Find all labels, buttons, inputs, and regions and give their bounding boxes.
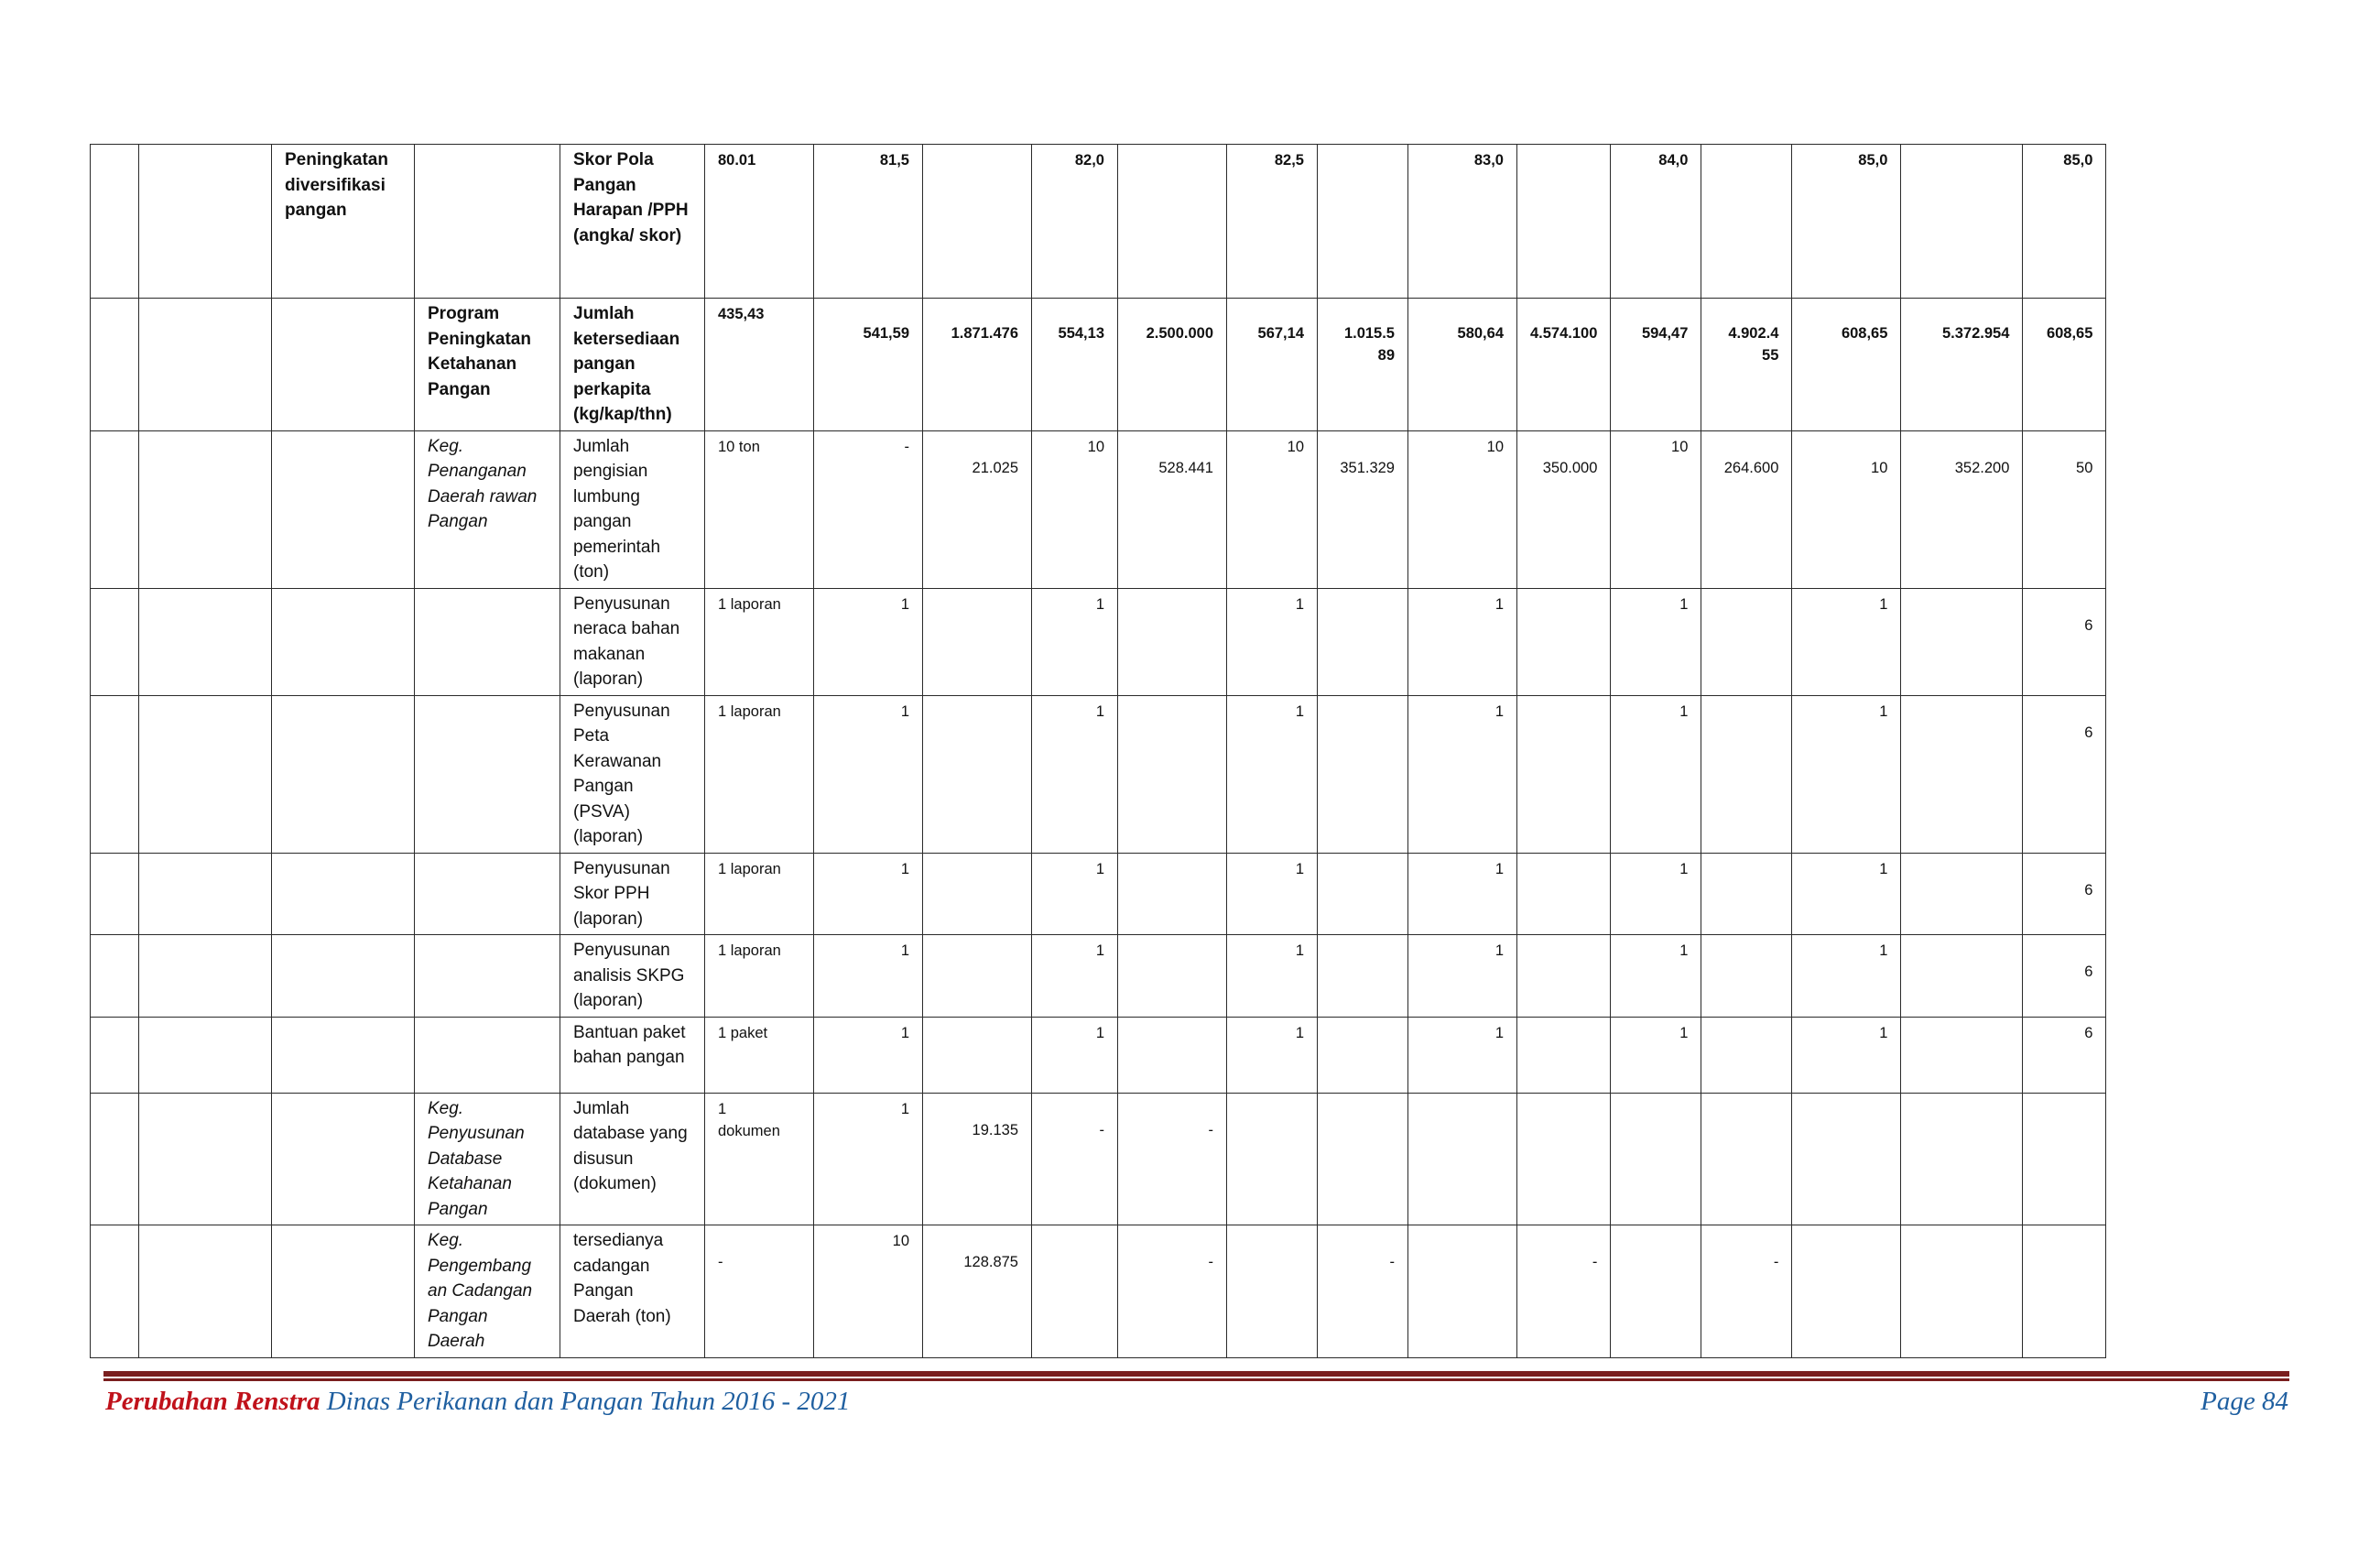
baseline-value: 1 <box>718 1100 727 1117</box>
budget-cell <box>1901 1225 2023 1358</box>
renstra-table <box>90 144 2106 1358</box>
target-cell: 1 <box>1227 1017 1318 1093</box>
baseline-cell: - <box>705 1225 814 1358</box>
budget-cell <box>923 588 1032 695</box>
baseline-cell: 435,43 <box>705 299 814 431</box>
table-cell <box>139 1093 272 1225</box>
table-cell <box>91 145 139 299</box>
budget-cell <box>1901 853 2023 935</box>
target-cell: 10 <box>1408 430 1517 588</box>
table-row <box>91 299 2106 431</box>
target-cell: 1 <box>814 1017 923 1093</box>
activity-cell <box>415 588 560 695</box>
budget-cell <box>923 695 1032 853</box>
target-cell: 1 <box>1611 588 1701 695</box>
target-cell: 1 <box>1792 588 1901 695</box>
table-cell <box>91 430 139 588</box>
target-cell <box>1032 1225 1118 1358</box>
budget-cell: 350.000 <box>1517 430 1611 588</box>
activity-cell: Keg. Penyusunan Database Ketahanan Pangan <box>415 1093 560 1225</box>
budget-cell <box>1517 853 1611 935</box>
target-cell <box>1611 1225 1701 1358</box>
baseline-cell: 1 paket <box>705 1017 814 1093</box>
budget-cell <box>1318 935 1408 1018</box>
table-row <box>91 588 2106 695</box>
table-cell <box>139 430 272 588</box>
table-cell <box>139 853 272 935</box>
target-cell: 1 <box>1792 853 1901 935</box>
budget-cell <box>1517 588 1611 695</box>
indicator-cell: Jumlah pengisian lumbung pangan pemerintah (ton) <box>560 430 705 588</box>
target-cell: 608,65 <box>1792 299 1901 431</box>
budget-cell <box>1701 853 1792 935</box>
target-cell: 1 <box>1792 935 1901 1018</box>
target-cell: 81,5 <box>814 145 923 299</box>
program-cell <box>415 145 560 299</box>
target-cell: 1 <box>1227 853 1318 935</box>
budget-cell <box>1118 853 1227 935</box>
target-cell: 82,0 <box>1032 145 1118 299</box>
table-cell <box>91 1225 139 1358</box>
indicator-cell: Bantuan paket bahan pangan <box>560 1017 705 1093</box>
baseline-cell: 1 laporan <box>705 853 814 935</box>
target-cell: 10 <box>814 1225 923 1358</box>
target-cell: 84,0 <box>1611 145 1701 299</box>
table-cell <box>139 588 272 695</box>
indicator-cell: Jumlah database yang disusun (dokumen) <box>560 1093 705 1225</box>
target-cell: 10 <box>1032 430 1118 588</box>
budget-cell: - <box>1318 1225 1408 1358</box>
budget-cell <box>1318 1017 1408 1093</box>
budget-cell <box>1517 145 1611 299</box>
budget-cell: - <box>1517 1225 1611 1358</box>
indicator-cell: Jumlah ketersediaan pangan perkapita (kg/kap/thn) <box>560 299 705 431</box>
budget-cell <box>1118 588 1227 695</box>
final-target-cell: 6 <box>2023 695 2106 853</box>
target-cell <box>1227 1225 1318 1358</box>
target-cell <box>1227 1093 1318 1225</box>
program-goal-cell <box>272 430 415 588</box>
budget-cell <box>1318 695 1408 853</box>
activity-cell: Keg. Penanganan Daerah rawan Pangan <box>415 430 560 588</box>
budget-cell <box>1318 588 1408 695</box>
target-cell: - <box>1032 1093 1118 1225</box>
budget-cell <box>1901 1017 2023 1093</box>
table-row <box>91 695 2106 853</box>
budget-cell <box>1318 1093 1408 1225</box>
budget-cell <box>923 1017 1032 1093</box>
budget-cell: - <box>1701 1225 1792 1358</box>
footer-divider <box>103 1371 2289 1384</box>
target-cell: 10 <box>1792 430 1901 588</box>
activity-cell <box>415 853 560 935</box>
budget-cell <box>1118 695 1227 853</box>
final-target-cell: 6 <box>2023 853 2106 935</box>
baseline-cell: 80.01 <box>705 145 814 299</box>
target-cell: 1 <box>1032 1017 1118 1093</box>
budget-cell <box>1901 588 2023 695</box>
table-cell <box>139 299 272 431</box>
target-cell <box>1611 1093 1701 1225</box>
program-goal-cell <box>272 588 415 695</box>
target-cell <box>1792 1093 1901 1225</box>
target-cell: 567,14 <box>1227 299 1318 431</box>
table-row <box>91 1093 2106 1225</box>
target-cell: 1 <box>1408 1017 1517 1093</box>
activity-cell: Keg. Pengembang an Cadangan Pangan Daerah <box>415 1225 560 1358</box>
budget-cell: 21.025 <box>923 430 1032 588</box>
final-target-cell: 50 <box>2023 430 2106 588</box>
target-cell: 1 <box>1611 935 1701 1018</box>
program-goal-cell <box>272 1093 415 1225</box>
budget-cell: 351.329 <box>1318 430 1408 588</box>
budget-cell <box>1901 1093 2023 1225</box>
target-cell: 1 <box>1032 695 1118 853</box>
target-cell: 1 <box>1792 695 1901 853</box>
table-row <box>91 145 2106 299</box>
baseline-cell: 1 laporan <box>705 935 814 1018</box>
target-cell: 554,13 <box>1032 299 1118 431</box>
budget-cell: - <box>1118 1225 1227 1358</box>
table-cell <box>139 935 272 1018</box>
table-row <box>91 1225 2106 1358</box>
budget-cell <box>1901 695 2023 853</box>
program-goal-cell <box>272 695 415 853</box>
final-target-cell: 6 <box>2023 1017 2106 1093</box>
budget-cell <box>1701 695 1792 853</box>
footer-subtitle: Dinas Perikanan dan Pangan Tahun 2016 - 2021 <box>320 1387 851 1416</box>
program-goal-cell <box>272 299 415 431</box>
indicator-cell: Skor Pola Pangan Harapan /PPH (angka/ skor) <box>560 145 705 299</box>
budget-cell: 4.902.4 55 <box>1701 299 1792 431</box>
indicator-cell: tersedianya cadangan Pangan Daerah (ton) <box>560 1225 705 1358</box>
table-cell <box>91 853 139 935</box>
target-cell: 1 <box>814 853 923 935</box>
table-cell <box>91 1017 139 1093</box>
budget-cell <box>1517 695 1611 853</box>
footer-title <box>105 1387 850 1417</box>
table-cell <box>139 145 272 299</box>
target-cell: 1 <box>814 588 923 695</box>
table-row <box>91 935 2106 1018</box>
budget-cell: 528.441 <box>1118 430 1227 588</box>
target-cell: 1 <box>1032 588 1118 695</box>
activity-cell <box>415 935 560 1018</box>
budget-cell <box>923 853 1032 935</box>
final-target-cell <box>2023 1093 2106 1225</box>
page-number: Page 84 <box>2201 1387 2288 1416</box>
program-cell: Program Peningkatan Ketahanan Pangan <box>415 299 560 431</box>
target-cell: 83,0 <box>1408 145 1517 299</box>
target-cell <box>1408 1093 1517 1225</box>
final-target-cell <box>2023 1225 2106 1358</box>
budget-cell: 1.871.476 <box>923 299 1032 431</box>
budget-cell <box>1517 935 1611 1018</box>
budget-cell: 128.875 <box>923 1225 1032 1358</box>
budget-cell: - <box>1118 1093 1227 1225</box>
budget-cell <box>923 145 1032 299</box>
indicator-cell: Penyusunan neraca bahan makanan (laporan) <box>560 588 705 695</box>
program-goal-cell <box>272 1017 415 1093</box>
target-cell: 1 <box>1792 1017 1901 1093</box>
target-cell: 10 <box>1611 430 1701 588</box>
budget-cell <box>1701 1093 1792 1225</box>
target-cell: 1 <box>814 1093 923 1225</box>
program-goal-cell: Peningkatan diversifikasi pangan <box>272 145 415 299</box>
budget-cell <box>1701 935 1792 1018</box>
budget-cell: 19.135 <box>923 1093 1032 1225</box>
final-target-cell: 6 <box>2023 588 2106 695</box>
target-cell: 1 <box>1227 935 1318 1018</box>
target-cell: 1 <box>1227 588 1318 695</box>
table-cell <box>139 1225 272 1358</box>
indicator-cell: Penyusunan Peta Kerawanan Pangan (PSVA) (laporan) <box>560 695 705 853</box>
target-cell: 541,59 <box>814 299 923 431</box>
target-cell: 1 <box>1408 695 1517 853</box>
budget-cell <box>1118 145 1227 299</box>
baseline-cell: 1 laporan <box>705 588 814 695</box>
baseline-cell <box>705 1093 814 1225</box>
budget-cell <box>1701 145 1792 299</box>
budget-cell <box>1118 935 1227 1018</box>
budget-cell: 1.015.5 89 <box>1318 299 1408 431</box>
budget-cell <box>1701 588 1792 695</box>
target-cell <box>1792 1225 1901 1358</box>
target-cell: 82,5 <box>1227 145 1318 299</box>
budget-cell: 352.200 <box>1901 430 2023 588</box>
final-target-cell: 6 <box>2023 935 2106 1018</box>
table-row <box>91 853 2106 935</box>
baseline-cell: 1 laporan <box>705 695 814 853</box>
activity-cell <box>415 695 560 853</box>
baseline-unit: dokumen <box>718 1122 780 1139</box>
budget-cell: 2.500.000 <box>1118 299 1227 431</box>
target-cell: 1 <box>1032 853 1118 935</box>
target-cell: 1 <box>1032 935 1118 1018</box>
target-cell: 1 <box>1408 935 1517 1018</box>
footer-brand: Perubahan Renstra <box>105 1387 321 1416</box>
target-cell: - <box>814 430 923 588</box>
budget-cell: 264.600 <box>1701 430 1792 588</box>
table-cell <box>91 935 139 1018</box>
budget-cell <box>1517 1017 1611 1093</box>
program-goal-cell <box>272 853 415 935</box>
budget-cell <box>1901 935 2023 1018</box>
budget-cell <box>1318 853 1408 935</box>
table-cell <box>91 695 139 853</box>
final-target-cell: 608,65 <box>2023 299 2106 431</box>
budget-cell: 4.574.100 <box>1517 299 1611 431</box>
indicator-cell: Penyusunan analisis SKPG (laporan) <box>560 935 705 1018</box>
target-cell: 1 <box>1408 853 1517 935</box>
table-cell <box>91 299 139 431</box>
budget-cell <box>923 935 1032 1018</box>
budget-cell <box>1318 145 1408 299</box>
indicator-cell: Penyusunan Skor PPH (laporan) <box>560 853 705 935</box>
program-goal-cell <box>272 1225 415 1358</box>
target-cell: 1 <box>814 695 923 853</box>
target-cell: 1 <box>1611 695 1701 853</box>
table-cell <box>139 1017 272 1093</box>
budget-cell <box>1701 1017 1792 1093</box>
final-target-cell: 85,0 <box>2023 145 2106 299</box>
target-cell: 1 <box>1611 853 1701 935</box>
target-cell: 1 <box>814 935 923 1018</box>
table-cell <box>139 695 272 853</box>
table-row <box>91 430 2106 588</box>
table-row <box>91 1017 2106 1093</box>
target-cell: 85,0 <box>1792 145 1901 299</box>
target-cell: 10 <box>1227 430 1318 588</box>
program-goal-cell <box>272 935 415 1018</box>
budget-cell <box>1517 1093 1611 1225</box>
target-cell: 1 <box>1227 695 1318 853</box>
activity-cell <box>415 1017 560 1093</box>
target-cell: 594,47 <box>1611 299 1701 431</box>
baseline-cell: 10 ton <box>705 430 814 588</box>
budget-cell: 5.372.954 <box>1901 299 2023 431</box>
budget-cell <box>1901 145 2023 299</box>
target-cell: 1 <box>1408 588 1517 695</box>
target-cell <box>1408 1225 1517 1358</box>
budget-cell <box>1118 1017 1227 1093</box>
target-cell: 1 <box>1611 1017 1701 1093</box>
target-cell: 580,64 <box>1408 299 1517 431</box>
table-cell <box>91 588 139 695</box>
table-cell <box>91 1093 139 1225</box>
